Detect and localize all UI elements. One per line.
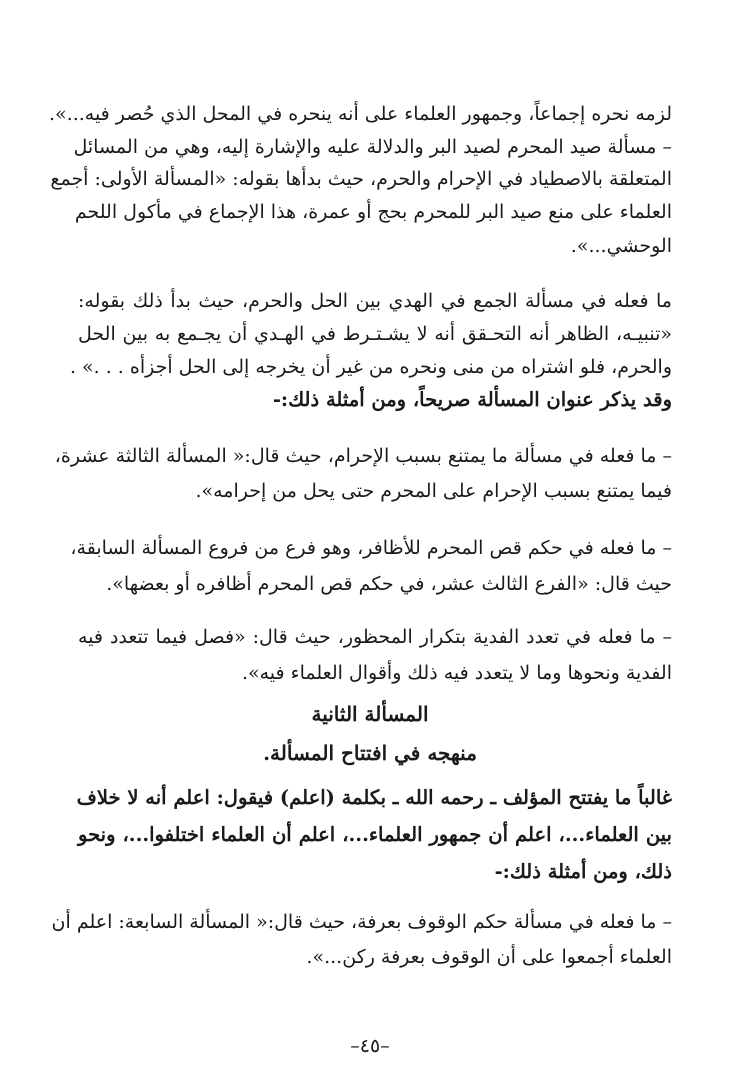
text-line: – ما فعله في مسألة ما يمتنع بسبب الإحرام، حيث قال:« المسألة الثالثة عشرة،: [54, 445, 672, 467]
bold-text-line: وقد يذكر عنوان المسألة صريحاً، ومن أمثلة ذلك:-: [272, 388, 672, 411]
text-line: فيما يمتنع بسبب الإحرام على المحرم حتى يحل من إحرامه».: [195, 480, 672, 502]
text-line: والحرم، فلو اشتراه من منى ونحره من غير أن يخرجه إلى الحل أجزأه . . .» .: [69, 356, 672, 378]
bold-text-line: ذلك، ومن أمثلة ذلك:-: [494, 860, 672, 883]
section-subheading: منهجه في افتتاح المسألة.: [263, 741, 477, 765]
text-line: لزمه نحره إجماعاً، وجمهور العلماء على أنه ينحره في المحل الذي حُصر فيه...».: [48, 103, 672, 125]
text-line: – ما فعله في مسألة حكم الوقوف بعرفة، حيث قال:« المسألة السابعة: اعلم أن: [51, 911, 672, 933]
text-line: الفدية ونحوها وما لا يتعدد فيه ذلك وأقوال العلماء فيه».: [241, 662, 672, 684]
text-line: العلماء على منع صيد البر للمحرم بحج أو عمرة، هذا الإجماع في مأكول اللحم: [74, 201, 672, 223]
text-line: الوحشي...».: [570, 235, 672, 257]
text-line: «تنبيـه، الظاهر أنه التحـقق أنه لا يشـتـرط في الهـدي أن يجـمع به بين الحل: [78, 323, 672, 345]
section-heading: المسألة الثانية: [311, 702, 429, 726]
text-line: – ما فعله في حكم قص المحرم للأظافر، وهو فرع من فروع المسألة السابقة،: [70, 537, 672, 559]
text-line: – مسألة صيد المحرم لصيد البر والدلالة عليه والإشارة إليه، وهي من المسائل: [73, 136, 672, 158]
page-number: –٤٥–: [350, 1035, 390, 1057]
bold-text-line: بين العلماء...، اعلم أن جمهور العلماء...، اعلم أن العلماء اختلفوا...، ونحو: [78, 823, 672, 846]
text-line: حيث قال: «الفرع الثالث عشر، في حكم قص المحرم أظافره أو بعضها».: [106, 573, 672, 595]
text-line: العلماء أجمعوا على أن الوقوف بعرفة ركن...».: [306, 946, 672, 968]
text-line: – ما فعله في تعدد الفدية بتكرار المحظور، حيث قال: «فصل فيما تتعدد فيه: [78, 626, 672, 648]
bold-text-line: غالباً ما يفتتح المؤلف ـ رحمه الله ـ بكلمة (اعلم) فيقول: اعلم أنه لا خلاف: [76, 786, 672, 809]
text-line: المتعلقة بالاصطياد في الإحرام والحرم، حيث بدأها بقوله: «المسألة الأولى: أجمع: [50, 168, 672, 190]
text-line: ما فعله في مسألة الجمع في الهدي بين الحل والحرم، حيث بدأ ذلك بقوله:: [78, 290, 672, 312]
